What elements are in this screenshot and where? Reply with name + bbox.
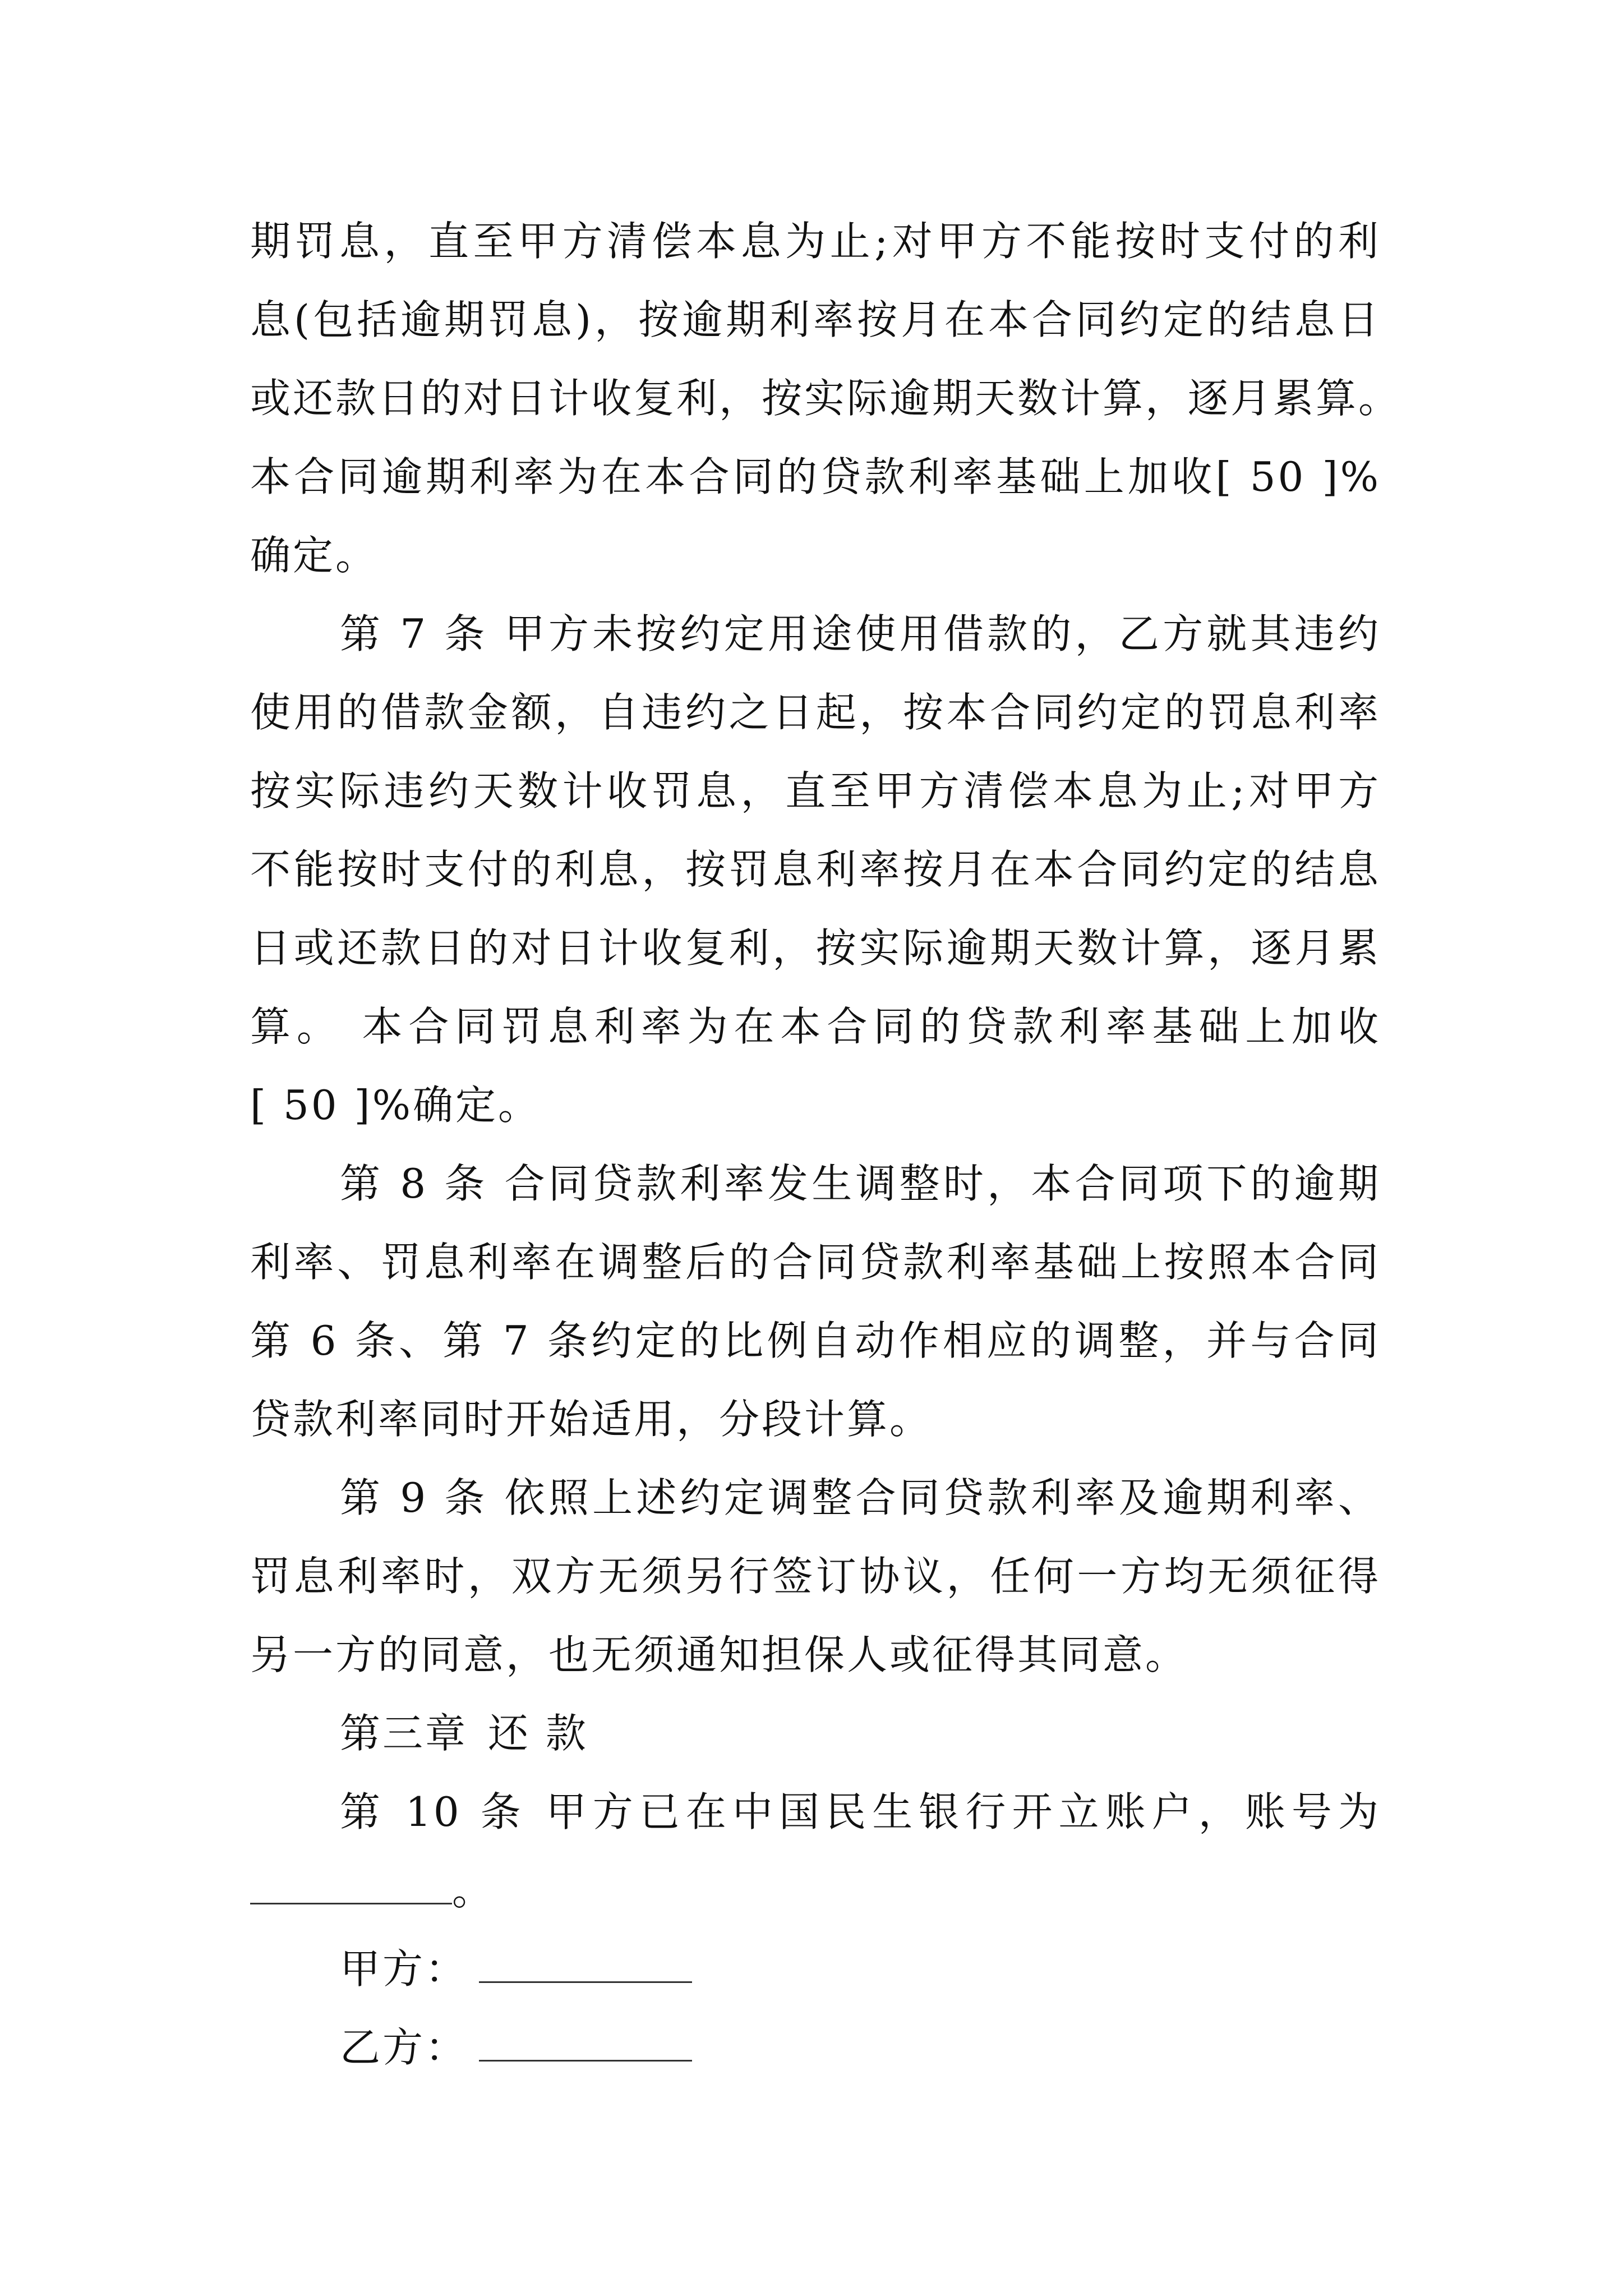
- signature-party-b: [250, 2008, 1381, 2087]
- text-line: 第 7 条 甲方未按约定用途使用借款的，乙方就其违约: [340, 610, 1381, 657]
- text-line: 息(包括逾期罚息)，按逾期利率按月在本合同约定的结息日: [250, 296, 1381, 343]
- party-a-blank[interactable]: [479, 1941, 692, 1983]
- account-number-line: [250, 1851, 1381, 1930]
- text-line: 不能按时支付的利息，按罚息利率按月在本合同约定的结息: [250, 846, 1381, 893]
- text-line: 期罚息，直至甲方清偿本息为止;对甲方不能按时支付的利: [250, 218, 1381, 265]
- text-line: 日或还款日的对日计收复利，按实际逾期天数计算，逐月累: [250, 924, 1381, 972]
- signature-party-a: [250, 1930, 1381, 2008]
- text-line: 第 6 条、第 7 条约定的比例自动作相应的调整，并与合同: [250, 1317, 1381, 1364]
- text-line: 罚息利率时，双方无须另行签订协议，任何一方均无须征得: [250, 1553, 1381, 1600]
- chapter-name: 还 款: [488, 1710, 588, 1757]
- document-page: [250, 202, 1401, 2087]
- text-line: 另一方的同意，也无须通知担保人或征得其同意。: [250, 1631, 1188, 1678]
- party-a-label: 甲方：: [340, 1945, 468, 1993]
- text-line: 第 8 条 合同贷款利率发生调整时，本合同项下的逾期: [340, 1160, 1381, 1207]
- text-line: 第 9 条 依照上述约定调整合同贷款利率及逾期利率、: [340, 1474, 1381, 1521]
- period: 。: [452, 1867, 495, 1914]
- account-number-blank[interactable]: [250, 1862, 452, 1904]
- chapter-heading: [250, 1694, 1381, 1773]
- party-b-blank[interactable]: [479, 2019, 692, 2062]
- text-line: 确定。: [250, 532, 379, 579]
- chapter-title: 第三章: [340, 1710, 468, 1757]
- text-line: 按实际违约天数计收罚息，直至甲方清偿本息为止;对甲方: [250, 767, 1381, 815]
- text-line: 第 10 条 甲方已在中国民生银行开立账户，账号为: [340, 1788, 1381, 1835]
- party-b-label: 乙方：: [340, 2024, 468, 2071]
- text-line: [ 50 ]%确定。: [250, 1082, 541, 1129]
- text-line: 算。 本合同罚息利率为在本合同的贷款利率基础上加收: [250, 1003, 1381, 1050]
- article-8: [250, 1144, 1381, 1458]
- text-line: 本合同逾期利率为在本合同的贷款利率基础上加收[ 50 ]%: [250, 453, 1381, 500]
- article-10: [250, 1773, 1381, 1930]
- text-line: 或还款日的对日计收复利，按实际逾期天数计算，逐月累算。: [250, 375, 1401, 422]
- article-7: [250, 595, 1381, 1144]
- text-line: 使用的借款金额，自违约之日起，按本合同约定的罚息利率: [250, 689, 1381, 736]
- article-9: [250, 1458, 1381, 1694]
- text-line: 利率、罚息利率在调整后的合同贷款利率基础上按照本合同: [250, 1239, 1381, 1286]
- text-line: 贷款利率同时开始适用，分段计算。: [250, 1396, 933, 1443]
- paragraph-overdue-rate: [250, 202, 1401, 595]
